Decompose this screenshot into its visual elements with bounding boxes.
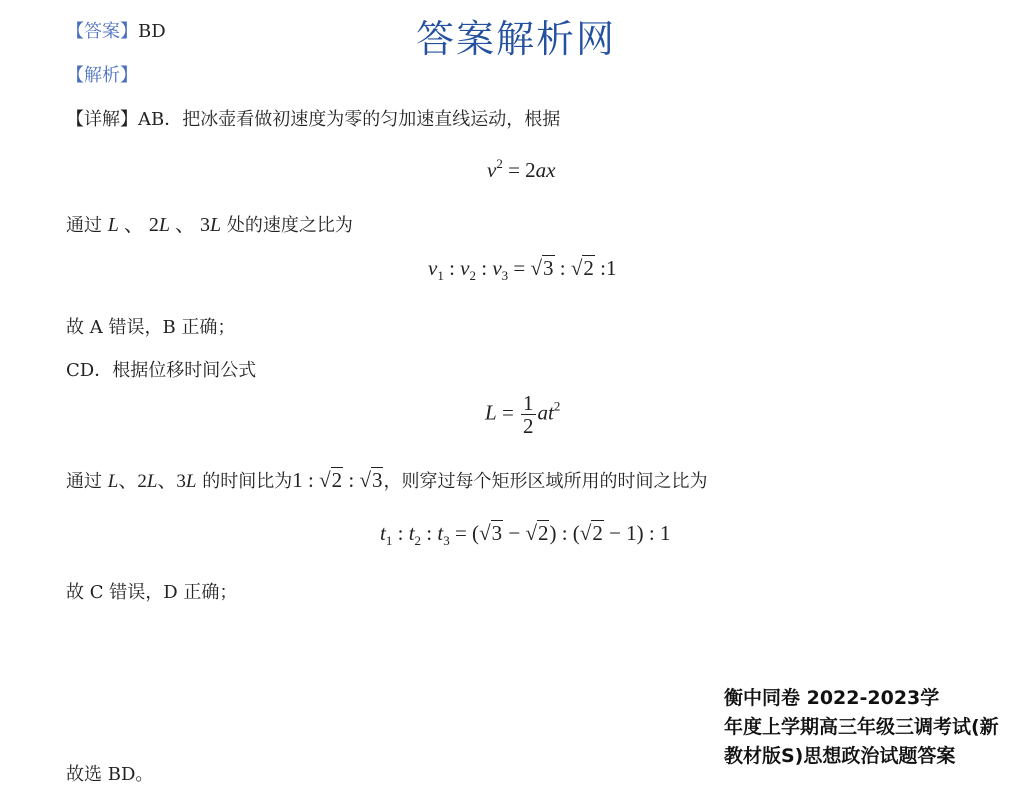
analysis-label: 【解析】 xyxy=(66,65,138,86)
detail-label: 【详解】 xyxy=(66,109,138,130)
exam-title-line-2: 年度上学期高三年级三调考试(新 xyxy=(724,716,999,738)
through-text-a: 通过 xyxy=(66,215,102,236)
answer-label: 【答案】 xyxy=(66,21,138,42)
answer-value: BD xyxy=(138,21,166,42)
time-text-c: ，则穿过每个矩形区域所用的时间之比为 xyxy=(383,471,708,492)
exam-title-note xyxy=(724,684,999,771)
speed-ratio-intro: 通过 L 、 2L 、 3L 处的速度之比为 xyxy=(66,214,353,236)
detail-ab-line xyxy=(66,105,560,131)
exam-title-line-3: 教材版S)思想政治试题答案 xyxy=(724,745,956,767)
detail-ab-text: AB．把冰壶看做初速度为零的匀加速直线运动，根据 xyxy=(138,109,561,130)
through-text-b: 处的速度之比为 xyxy=(226,215,353,236)
cd-text: CD．根据位移时间公式 xyxy=(66,360,257,381)
conclusion-cd: 故 C 错误，D 正确； xyxy=(66,582,238,603)
formula-time-ratio: $t_1$ : $t_2$ : $t_3 = (√3 - √2)$ : (√2 − 1) : 1 xyxy=(380,521,671,548)
formula-speed-ratio: $v_1$ : $v_2$ : $v_3 = √3$ : √2 :1 xyxy=(428,256,617,283)
time-text-a: 通过 xyxy=(66,471,102,492)
time-ratio-intro: 通过 L、2L、3L 的时间比为1 : √2 : √3，则穿过每个矩形区域所用的时间之比为 xyxy=(66,468,708,492)
formula-v-squared: $v^2 = 2ax$ xyxy=(487,156,556,182)
answer-line xyxy=(66,17,166,43)
time-text-b: 的时间比为 xyxy=(202,471,293,492)
exam-title-line-1: 衡中同卷 2022-2023学 xyxy=(724,687,940,709)
final-answer: 故选 BD。 xyxy=(66,764,154,785)
conclusion-ab: 故 A 错误，B 正确； xyxy=(66,317,236,338)
site-logo: 答案解析网 xyxy=(416,17,617,61)
formula-displacement: L = $\frac{1}{2}$ $at^2$ xyxy=(485,391,561,438)
